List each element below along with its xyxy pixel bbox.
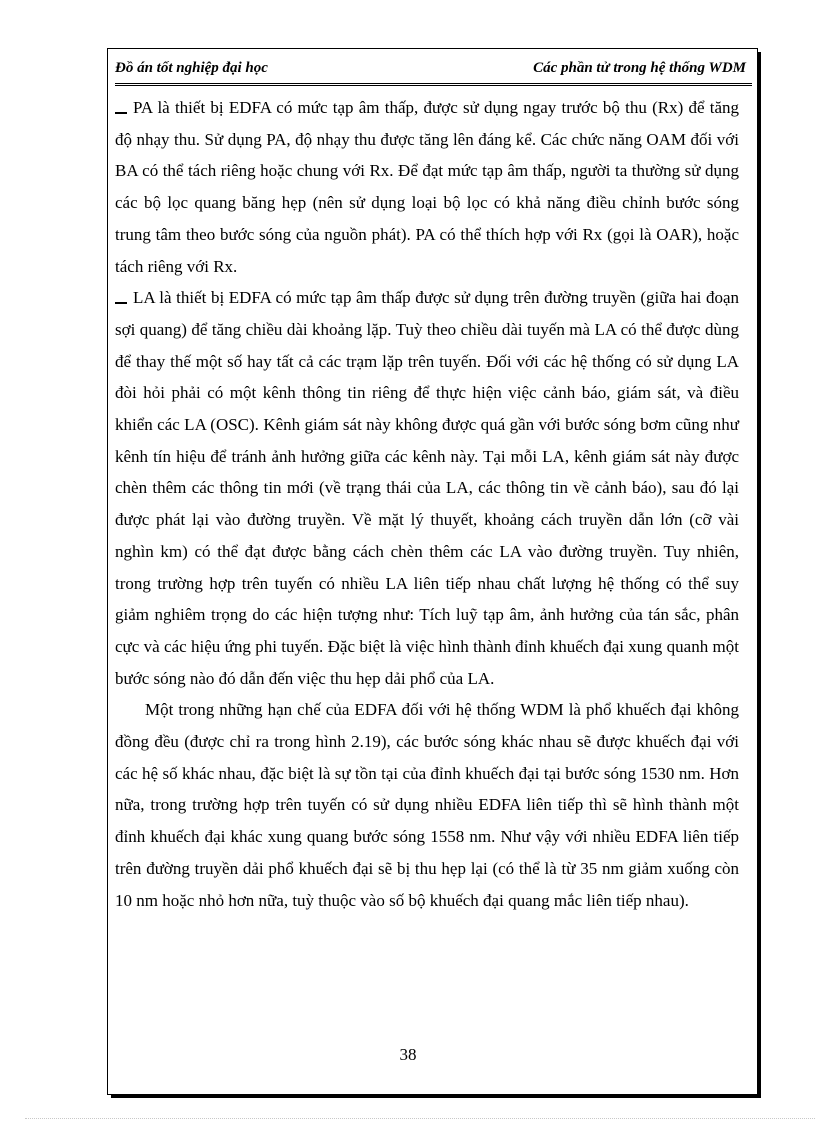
dash-bullet-icon — [115, 302, 127, 304]
header-chapter-title: Các phần tử trong hệ thống WDM — [533, 60, 746, 76]
header-thesis-title: Đồ án tốt nghiệp đại học — [115, 60, 268, 76]
main-paragraph: Một trong những hạn chế của EDFA đối với hệ thống WDM là phổ khuếch đại không đồng đều (được chỉ ra trong hình 2.19), các bước sóng khác nhau sẽ được khuếch đại với các hệ số khác nhau, đặc biệt là sự tồn tại của đỉnh khuếch đại tại bước sóng 1530 nm. Hơn nữa, trong trường hợp trên tuyến có sử dụng nhiều EDFA liên tiếp thì sẽ hình thành một đỉnh khuếch đại khác xung quang bước sóng 1558 nm. Như vậy với nhiều EDFA liên tiếp trên đường truyền dải phổ khuếch đại sẽ bị thu hẹp lại (có thể là từ 35 nm giảm xuống còn 10 nm hoặc nhỏ hơn nữa, tuỳ thuộc vào số bộ khuếch đại quang mắc liên tiếp nhau). — [115, 700, 739, 910]
page-break-line — [25, 1118, 815, 1119]
page-border-shadow-bottom — [111, 1095, 761, 1098]
body-text — [115, 92, 739, 916]
bullet-pa — [115, 92, 739, 282]
bullet-la — [115, 282, 739, 694]
header-divider — [115, 83, 752, 86]
page-number: 38 — [399, 1045, 417, 1064]
pa-paragraph-text: PA là thiết bị EDFA có mức tạp âm thấp, được sử dụng ngay trước bộ thu (Rx) để tăng độ nhạy thu. Sử dụng PA, độ nhạy thu được tăng lên đáng kể. Các chức năng OAM đối với BA có thể tách riêng hoặc chung với Rx. Để đạt mức tạp âm thấp, người ta thường sử dụng các bộ lọc quang băng hẹp (nên sử dụng loại bộ lọc có khả năng điều chỉnh bước sóng trung tâm theo bước sóng của nguồn phát). PA có thể thích hợp với Rx (gọi là OAR), hoặc tách riêng với Rx. — [115, 98, 739, 276]
la-paragraph-text: LA là thiết bị EDFA có mức tạp âm thấp được sử dụng trên đường truyền (giữa hai đoạn sợi quang) để tăng chiều dài khoảng lặp. Tuỳ theo chiều dài tuyến mà LA có thể được dùng để thay thế một số hay tất cả các trạm lặp trên tuyến. Đối với các hệ thống có sử dụng LA đòi hỏi phải có một kênh thông tin riêng để thực hiện việc cảnh báo, giám sát, và điều khiển các LA (OSC). Kênh giám sát này không được quá gần với bước sóng bơm cũng như kênh tín hiệu để tránh ảnh hưởng giữa các kênh này. Tại mỗi LA, kênh giám sát này được chèn thêm các thông tin mới (về trạng thái của LA, các thông tin về cảnh báo), sau đó lại được phát lại vào đường truyền. Về mặt lý thuyết, khoảng cách truyền dẫn lớn (cỡ vài nghìn km) có thể đạt được bằng cách chèn thêm các LA vào đường truyền. Tuy nhiên, trong trường hợp trên tuyến có nhiều LA liên tiếp nhau chất lượng hệ thống có thể suy giảm nghiêm trọng do các hiện tượng như: Tích luỹ tạp âm, ảnh hưởng của tán sắc, phân cực và các hiệu ứng phi tuyến. Đặc biệt là việc hình thành đỉnh khuếch đại xung quanh một bước sóng nào đó dẫn đến việc thu hẹp dải phổ của LA. — [115, 288, 739, 688]
dash-bullet-icon — [115, 112, 127, 114]
running-header — [115, 58, 746, 84]
page-border-shadow-right — [758, 52, 761, 1098]
